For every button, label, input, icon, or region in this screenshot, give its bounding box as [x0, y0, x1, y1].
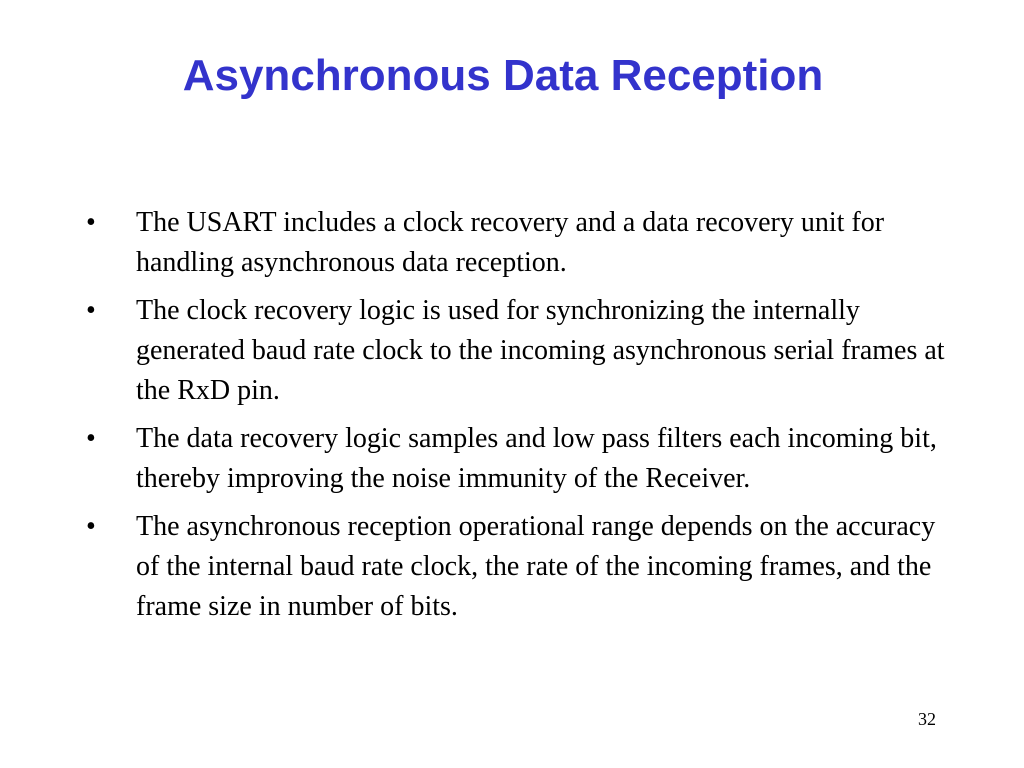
bullet-icon: • — [86, 423, 96, 454]
bullet-text: The data recovery logic samples and low pass filters each incoming bit, thereby improving the noise immunity of the Receiver. — [136, 423, 937, 494]
bullet-text: The asynchronous reception operational range depends on the accuracy of the internal baud rate clock, the rate of the incoming frames, and the frame size in number of bits. — [136, 511, 936, 622]
bullet-text: The clock recovery logic is used for synchronizing the internally generated baud rate clock to the incoming asynchronous serial frames at the RxD pin. — [136, 295, 945, 406]
bullet-item-1 — [86, 203, 956, 283]
bullet-item-4 — [86, 507, 956, 627]
bullet-icon: • — [86, 295, 96, 326]
slide-number: 32 — [918, 709, 936, 729]
slide-title: Asynchronous Data Reception — [182, 51, 824, 100]
bullet-text: The USART includes a clock recovery and a data recovery unit for handling asynchronous data reception. — [136, 207, 885, 278]
bullet-item-3 — [86, 419, 956, 499]
bullet-item-2 — [86, 291, 956, 411]
bullet-list — [86, 203, 956, 635]
bullet-icon: • — [86, 511, 96, 542]
bullet-icon: • — [86, 207, 96, 238]
